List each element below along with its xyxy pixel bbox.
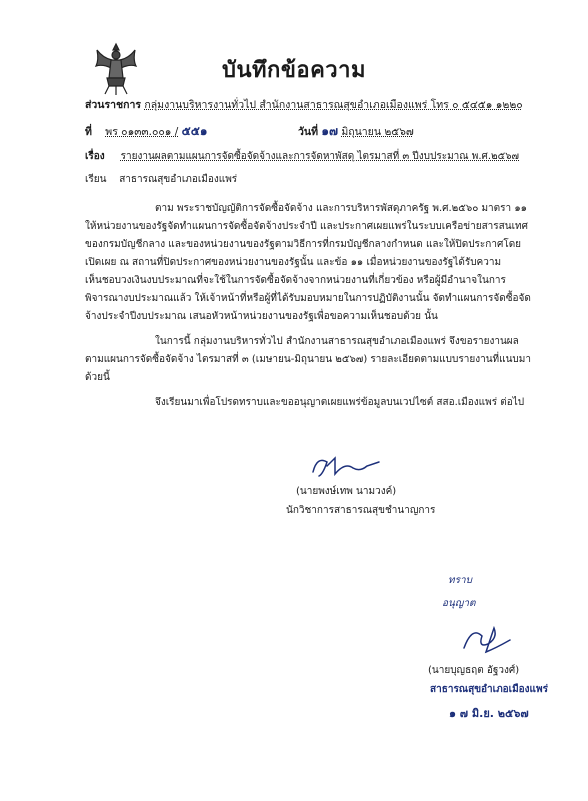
paragraph-line: ด้วยนี้ (85, 372, 110, 383)
subject-label: เรื่อง (85, 151, 105, 162)
paragraph-line: ของกรมบัญชีกลาง และของหน่วยงานของรัฐตามวิธีการที่กรมบัญชีกลางกำหนด และให้ปิดประกาศโดย (85, 239, 522, 250)
date-value: มิถุนายน ๒๕๖๗ (341, 126, 414, 138)
date-handwritten: ๑๗ (321, 124, 338, 138)
garuda-emblem-icon (93, 40, 139, 98)
approval-note-acknowledged: ทราบ (448, 575, 472, 586)
date-label: วันที่ (298, 126, 318, 138)
document-title: บันทึกข้อความ (222, 58, 367, 83)
body-paragraph-2 (85, 333, 530, 387)
body-paragraph-1 (85, 200, 530, 326)
to-value: สาธารณสุขอำเภอเมืองแพร่ (119, 174, 238, 185)
approver-name: (นายบุญธฤต อัฐวงศ์) (428, 665, 520, 676)
paragraph-line: ตามแผนการจัดซื้อจัดจ้าง ไตรมาสที่ ๓ (เมษายน-มิถุนายน ๒๕๖๗) รายละเอียดตามแบบรายงานที่แนบมา (85, 354, 531, 365)
subject-value: รายงานผลตามแผนการจัดซื้อจัดจ้างและการจัดหาพัสดุ ไตรมาสที่ ๓ ปีงบประมาณ พ.ศ.๒๕๖๗ (120, 151, 520, 162)
subject-row (85, 149, 519, 164)
signature-1 (305, 452, 385, 482)
org-label: ส่วนราชการ (85, 99, 142, 111)
paragraph-line: ตาม พระราชบัญญัติการจัดซื้อจัดจ้าง และการบริหารพัสดุภาครัฐ พ.ศ.๒๕๖๐ มาตรา ๑๑ (155, 203, 528, 214)
paragraph-line: เปิดเผย ณ สถานที่ปิดประกาศของหน่วยงานของรัฐนั้น และข้อ ๑๑ เมื่อหน่วยงานของรัฐได้รับความ (85, 257, 502, 268)
number-handwritten: ๕๕๑ (181, 124, 208, 138)
paragraph-line: จ้างประจำปีงบประมาณ เสนอหัวหน้าหน่วยงานของรัฐเพื่อขอความเห็นชอบด้วย นั้น (85, 311, 438, 322)
approval-date: ๑ ๗ มิ.ย. ๒๕๖๗ (449, 707, 529, 720)
org-row (85, 96, 523, 113)
paragraph-line: พิจารณางบประมาณแล้ว ให้เจ้าหน้าที่หรือผู้ที่ได้รับมอบหมายในการปฏิบัติงานนั้น จัดทำแผนการจัดซื้อจัด (85, 293, 531, 304)
body-paragraph-3: จึงเรียนมาเพื่อโปรดทราบและขออนุญาตเผยแพร่ข้อมูลบนเวปไซต์ สสอ.เมืองแพร่ ต่อไป (155, 397, 525, 408)
paragraph-line: ให้หน่วยงานของรัฐจัดทำแผนการจัดซื้อจัดจ้างประจำปี และประกาศเผยแพร่ในระบบเครือข่ายสารสนเทศ (85, 221, 528, 232)
to-label: เรียน (85, 174, 107, 185)
org-value: กลุ่มงานบริหารงานทั่วไป สำนักงานสาธารณสุขอำเภอเมืองแพร่ โทร ๐ ๕๔๕๑ ๑๒๒๐ (144, 99, 523, 111)
approval-note-permitted: อนุญาต (442, 598, 476, 609)
paragraph-line: เห็นชอบวงเงินงบประมาณที่จะใช้ในการจัดซื้อจัดจ้างจากหน่วยงานที่เกี่ยวข้อง หรือผู้มีอำนาจในการ (85, 275, 506, 286)
number-label: ที่ (85, 126, 92, 138)
signature-2 (458, 618, 518, 658)
number-row (85, 122, 207, 141)
number-value: พร ๐๑๓๓.๐๐๑ / (105, 126, 179, 138)
signer-1-position: นักวิชาการสาธารณสุขชำนาญการ (286, 505, 436, 516)
to-row (85, 172, 237, 187)
signer-1-name: (นายพงษ์เทพ นามวงค์) (296, 486, 397, 497)
approver-position: สาธารณสุขอำเภอเมืองแพร่ (430, 684, 548, 695)
date-row (298, 122, 414, 141)
paragraph-line: ในการนี้ กลุ่มงานบริหารทั่วไป สำนักงานสาธารณสุขอำเภอเมืองแพร่ จึงขอรายงานผล (155, 336, 519, 347)
